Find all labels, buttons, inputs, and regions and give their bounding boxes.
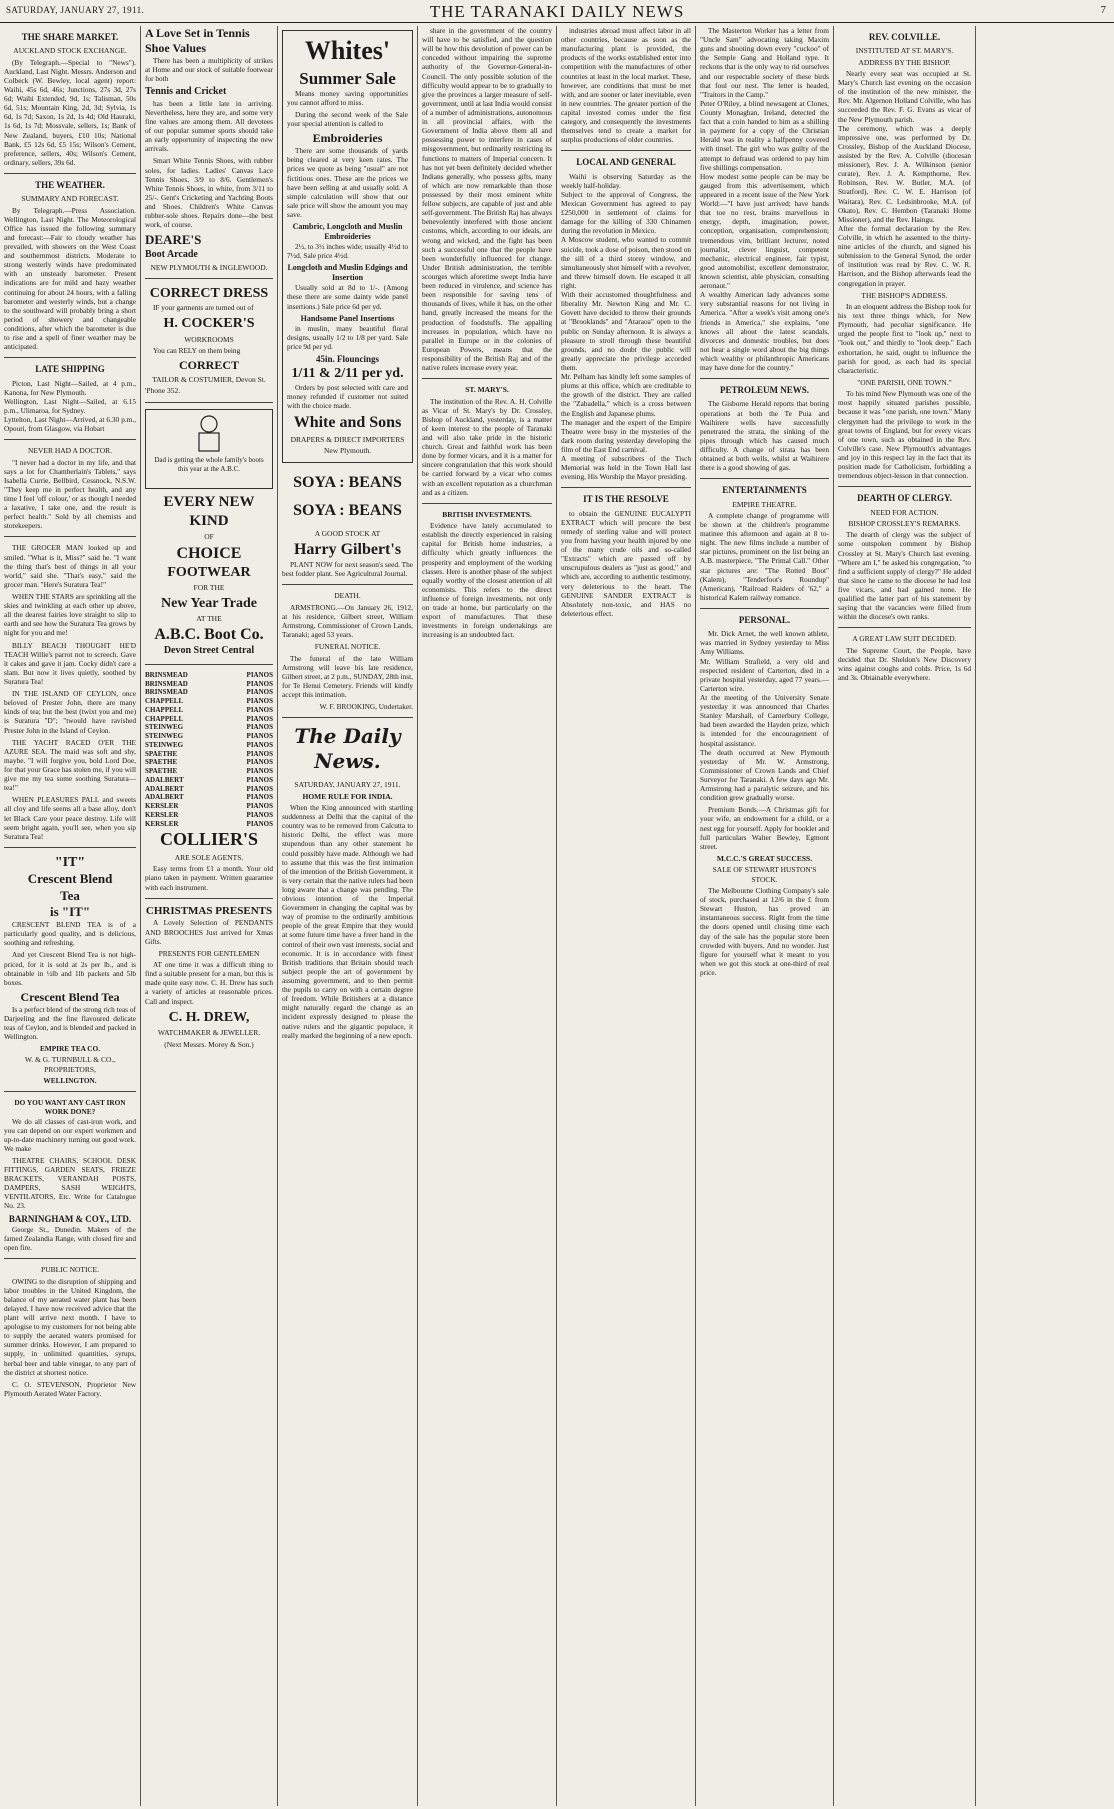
colville-text: Nearly every seat was occupied at St. Mary's Church last evening on the occasion of the institution of the new minister, the Rev. Mr. Algernon Holland Colville, who has succeeded the Rev. F. G. Evans as vicar of the New Plymouth parish. The ceremony, which was a deeply impressive one, was performed by Dr. Crossley, Bishop of the Auckland Diocese, assisted by the Rev. A. Colville (diocesan missioner), Rev. J. A. Wilkinson (senior curate), Rev. J. A. Kempthorne, Rev. Robinson, Rev. W. Butler, M.A. (of Stratford), Rev. C. W. E. Harrison (of Waitara), Rev. C. Ledsinbrooke, M.A. (of Okato), Rev. C. Hembon (Taranaki Home Missioner), and the Rev. Haingu. After the formal declaration by the Rev. Colville, in which he assented to the thirty-nine articles of the church, and signed his submission to the General Synod, the order of institution was read by Rev. C. W. R. Harrison, and the Bishop afterwards lead the congregation in prayer. bbox=[838, 69, 971, 288]
tennis-text: has been a little late in arriving. Nevertheless, here they are, and some very fine values are among them. All devotees of our popular summer sports should take an early opportunity of inspecting the new arrivals. bbox=[145, 98, 273, 154]
billy-ad: BILLY BEACH THOUGHT HE'D TEACH Willie's parrot not to screech. Gave it cakes and gave it jam. Cocky didn't care a slam. But now it lives quietly, soothed by Suratura Tea! bbox=[4, 640, 136, 686]
gents-text: AT one time it was a difficult thing to find a suitable present for a man, but this is made quite easy now. C. H. Drew has such a variety of articles at reasonable prices. Call and inspect. bbox=[145, 960, 273, 1006]
abc-street: Devon Street Central bbox=[163, 645, 255, 657]
at-the-word: AT THE bbox=[196, 614, 222, 624]
piano-row bbox=[145, 723, 273, 732]
cocker-name: H. COCKER'S bbox=[163, 316, 255, 332]
deare-city: NEW PLYMOUTH & INGLEWOOD. bbox=[150, 263, 268, 273]
piano-brand: STEINWEG bbox=[145, 723, 184, 732]
column-rule bbox=[140, 26, 141, 1806]
abc-illustration bbox=[145, 409, 273, 489]
column-rule bbox=[556, 26, 557, 1806]
cambric-title: Cambric, Longcloth and Muslin Embroideries bbox=[292, 222, 403, 242]
home-rule-text: When the King announced with startling suddenness at Delhi that the capital of the country was to be removed from Calcutta to historic Delhi, the effect was more stupendous than any other statement he could possibly have made. Although we had to assume that this was the first intimation of the intention of the British Government, it is very certain that the native rulers had been long aware that a change was pending. The obvious intention of the Imperial Government in changing the capital was by way of promise to the ordinarily ambitious people of the great Empire that they would at some future time have a freer hand in the control of their own vast interests, social and economic. It is in accordance with finest British traditions that Britain should teach subject people the art of government by assuming government, and to then permit the pupils to carry on with a certain degree of freedom. While Britishers at a distance might naturally regard the change as an incident expressly designed to please the native rulers and the gigantic populace, it really marked the beginning of a new epoch. bbox=[282, 802, 413, 1040]
correct-word: CORRECT bbox=[178, 358, 239, 373]
british-investments-heading: BRITISH INVESTMENTS. bbox=[442, 509, 532, 519]
empire-tea-title: EMPIRE TEA CO. bbox=[39, 1044, 101, 1054]
death-heading: DEATH. bbox=[334, 591, 361, 601]
orders-text: Orders by post selected with care and money refunded if customer not suited with the choice made. bbox=[287, 382, 408, 410]
flouncings-title: 45in. Flouncings bbox=[315, 353, 380, 364]
gilbert-name: Harry Gilbert's bbox=[293, 541, 402, 559]
white-sons-city: New Plymouth. bbox=[323, 446, 372, 456]
local-general-text: Waihi is observing Saturday as the weekly half-holiday. Subject to the approval of Congress, the Mexican Government has agreed to pay £250,000 in settlement of claims for damage for the killing of 330 Chinamen during the revolution in Mexico. A Moscow student, who wanted to commit suicide, took a dose of poison, then stood on the sill of a third storey window, and simultaneously shot himself with a revolver, and threw himself down. He escaped it all right. With their accustomed thoughtfulness and liberality Mr. Newton King and Mr. C. Govett have decided to throw their grounds at "Brooklands" and "Ataraoa" open to the public on Sunday afternoon. It is always a pleasure to stroll through these beautiful grounds, and no doubt the public will greatly appreciate the privilege accorded them. Mr. Pelham has kindly left some samples of plums at this office, which are creditable to the growth of the district. They are called the "Zabadella," which is a cross between the English and Japanese plums. The manager and the expert of the Empire Theatre were busy in the mysteries of the dark room during yesterday developing the film of the East End carnival. A meeting of subscribers of the Tisch Memorial was held in the Town Hall last evening, His Worship the Mayor presiding. bbox=[561, 171, 691, 482]
love-set-text: There has been a multiplicity of strikes at Home and our stock of suitable footwear for both bbox=[145, 56, 273, 84]
piano-row bbox=[145, 758, 273, 767]
column-5 bbox=[561, 26, 691, 1806]
column-rule bbox=[277, 26, 278, 1806]
local-general-heading: LOCAL AND GENERAL bbox=[576, 157, 676, 168]
piano-label: PIANOS bbox=[246, 749, 273, 758]
piano-row bbox=[145, 688, 273, 697]
piano-brand: KERSLER bbox=[145, 810, 179, 819]
piano-brand: BRINSMEAD bbox=[145, 670, 188, 679]
piano-brand: STEINWEG bbox=[145, 732, 184, 741]
drew-addr: (Next Messrs. Morey & Son.) bbox=[164, 1039, 254, 1049]
column-7 bbox=[838, 26, 971, 1806]
piano-brand: CHAPPELL bbox=[145, 697, 184, 706]
piano-label: PIANOS bbox=[246, 740, 273, 749]
whites-name: Whites' bbox=[304, 36, 391, 65]
shipping-heading: LATE SHIPPING bbox=[35, 364, 105, 375]
piano-brand: KERSLER bbox=[145, 819, 179, 828]
column-rule bbox=[417, 26, 418, 1806]
embroideries-text: There are some thousands of yards being cleared at very keen rates. The prices we quote as being "usual" are not fictitious ones. These are the prices we have been selling at and usually sold. A simple calculation will show that our sale price will show the amount you may save. bbox=[287, 146, 408, 219]
india-continued: share in the government of the country will have to be satisfied, and the question will be how this devolution of power can be conceded without impairing the supreme authority of the Governor-General-in-Council. The only possible solution of the difficulty would appear to be to gradually to give the provinces a larger measure of self-government, until at last India would consist of a number of administrations, autonomous in all provincial affairs, with the Government of India above them all and possessing power to interfere in cases of misgovernment, but ordinarily restricting its functions to matters of Imperial concern. It has not yet been definitely decided whether Indians generally, who possess gifts, many of which are now remarkable than those possessed by their most eminent white fellow subjects, are capable of just and able self-government. The British Raj has always benevolently interfered with those ancient customs, which, according to our ideals, are wrong and wicked, and the fight has been such a successful one that the people have been wonderfully influenced for change. Under British administration, the terrible scourges which aforetime swept India have been reduced in virulence, and science has been responsible for saving tens of thousands of lives, while it has, on the other hand, greatly increased the means for the production of foodstuffs. The appalling increases in population, which have no parallel in Europe or in the colonies of European Powers, means that the responsibility of the British Raj and of the native rulers increase every year. bbox=[422, 26, 552, 373]
xmas-text: A Lovely Selection of PENDANTS AND BROOCHES Just arrived for Xmas Gifts. bbox=[145, 918, 273, 946]
piano-label: PIANOS bbox=[246, 784, 273, 793]
correct-dress-text: IF your garments are turned out of bbox=[153, 302, 254, 312]
for-the-word: FOR THE bbox=[193, 583, 225, 593]
iron-list: THEATRE CHAIRS, SCHOOL DESK FITTINGS, GARDEN SEATS, FRIEZE BRACKETS, VERANDAH POSTS, DAMPERS, SASH WEIGHTS, VENTILATORS, Etc. Write for Catalogue No. 23. bbox=[4, 1155, 136, 1211]
piano-row bbox=[145, 793, 273, 802]
piano-brand: BRINSMEAD bbox=[145, 679, 188, 688]
barningham-title: BARNINGHAM & COY., LTD. bbox=[8, 1213, 132, 1224]
column-6 bbox=[700, 26, 829, 1806]
piano-row bbox=[145, 776, 273, 785]
phone-line: 'Phone 352. bbox=[145, 386, 181, 396]
piano-label: PIANOS bbox=[246, 802, 273, 811]
bishop-address-text: In an eloquent address the Bishop took for his text three things which, for New Plymouth, had peculiar significance. He urged the people first to "look up," next to "look out," and thirdly to "look deep." Each exhortation, he said, ought to influence the parish for good, as each had its special characteristic. bbox=[838, 302, 971, 375]
home-rule-heading: HOME RULE FOR INDIA. bbox=[302, 791, 393, 801]
crescent-box-text: Is a perfect blend of the strong rich teas of Darjeeling and the fine flavoured delicate teas of Ceylon, and is blended and packed in Wellington. bbox=[4, 1004, 136, 1042]
yacht-ad: THE YACHT RACED O'ER THE AZURE SEA. The maid was soft and shy, maybe. "I will forgive you, bold Lord Doe, for that your Grace has stolen me, if you will give me my tea some soothing Suratura—tea!" bbox=[4, 737, 136, 793]
collier-text: Easy terms from £1 a month. Your old piano taken in payment. Written guarantee with each instrument. bbox=[145, 864, 273, 892]
piano-row bbox=[145, 785, 273, 794]
stars-ad: WHEN THE STARS are sprinkling all the skies and twinkling at each other up above, all the dearest fairies love straight to slip to earth and see how the Suratura Tea grows by night for you and me! bbox=[4, 592, 136, 638]
entertainments-heading: ENTERTAINMENTS bbox=[722, 485, 807, 496]
piano-label: PIANOS bbox=[246, 819, 273, 828]
piano-label: PIANOS bbox=[246, 705, 273, 714]
embroideries-title: Embroideries bbox=[312, 131, 383, 146]
piano-label: PIANOS bbox=[246, 697, 273, 706]
crescent-tea: Tea bbox=[60, 887, 80, 903]
crescent-is: is "IT" bbox=[49, 903, 91, 919]
plant-text: PLANT NOW for next season's seed. The best fodder plant. See Agricultural Journal. bbox=[282, 560, 413, 579]
piano-row bbox=[145, 741, 273, 750]
piano-brand: ADALBERT bbox=[145, 784, 184, 793]
resolve-heading: IT IS THE RESOLVE bbox=[583, 494, 669, 505]
piano-brand: BRINSMEAD bbox=[145, 688, 188, 697]
piano-brand: ADALBERT bbox=[145, 793, 184, 802]
drew-name: C. H. DREW, bbox=[168, 1009, 250, 1025]
column-1 bbox=[4, 26, 136, 1806]
dearth-clergy-heading: DEARTH OF CLERGY. bbox=[857, 493, 952, 504]
good-stock: A GOOD STOCK AT bbox=[314, 528, 381, 538]
crescent-text: CRESCENT BLEND TEA is of a particularly good quality, and is delicious, soothing and refreshing. bbox=[4, 920, 136, 948]
investments-continued: industries abroad must affect labor in all other countries, because as soon as the manufacturing plant is provided, the products of the works established enter into competition with the manufactures of other countries at least in the local market. These, however, are conditions that must be met with, and are sooner or later inevitable, even in new countries. The greater portion of the capital invested comes under the first category, and consequently the investments themselves tend to create a market for surplus productions of older countries. bbox=[561, 26, 691, 145]
piano-row bbox=[145, 750, 273, 759]
death-text: ARMSTRONG.—On January 26, 1912, at his residence, Gilbert street, William Armstrong, Commissioner of Crown Lands, Taranaki; aged 53 years. bbox=[282, 602, 413, 640]
soya-beans-2: SOYA : BEANS bbox=[293, 501, 402, 519]
public-notice-signature: C. O. STEVENSON, Proprietor New Plymouth Aerated Water Factory. bbox=[4, 1379, 136, 1398]
doctor-heading: NEVER HAD A DOCTOR. bbox=[27, 446, 113, 456]
one-parish-heading: "ONE PARISH, ONE TOWN." bbox=[857, 377, 952, 387]
piano-list bbox=[145, 671, 273, 829]
piano-row bbox=[145, 671, 273, 680]
collier-sub: ARE SOLE AGENTS. bbox=[174, 852, 244, 862]
ceylon-ad: IN THE ISLAND OF CEYLON, once beloved of Prester John, there are many kinds of tea; but the best (twixt you and me) is Suratura "D"; "twould have ravished Prester John in the Island of Ceylon. bbox=[4, 689, 136, 735]
share-report: (By Telegraph.—Special to "News"). Auckland, Last Night. Messrs. Anderson and Colbeck (W. Bewley, local agent) report: Waihi, 45s 6d, 46s; Junctions, 27s 3d, 27s 6d; Waihi Extended, 9d, 1s; Talisman, 50s 6d, 51s; Mountain King, 2d, 3d; Sylvia, 1s 6d, 1s 7d; Saxon, 1s 2d, 1s 4d; Old Hauraki, 1s 6d, 1s 7d; Mossvale, sellers, 1s; Bank of New Zealand, buyers, £10 10s; National Bank, £5 12s 6d, £5 15s; Wilson's Cement, preference, sellers, 40s; Wilson's Cement, ordinary, sellers, 39s 6d. bbox=[4, 57, 136, 167]
st-marys-heading: ST. MARY'S. bbox=[465, 385, 509, 395]
crossley-heading: BISHOP CROSSLEY'S REMARKS. bbox=[848, 518, 961, 528]
piano-label: PIANOS bbox=[246, 793, 273, 802]
tennis-title: Tennis and Cricket bbox=[145, 86, 227, 98]
collier-name: COLLIER'S bbox=[159, 829, 259, 850]
public-notice-text: OWING to the disruption of shipping and labor troubles in the United Kingdom, the balance of my aerated water plant has been delayed. I have now received advice that the plant will arrive next month. I have to apologise to my customers for not being able to supply the aerated waters promised for summer drinks. However, I am prepared to supply, in unlimited quantities, syrups, herbal beer and table vinegar, to any part of the district at shortest notice. bbox=[4, 1276, 136, 1377]
column-2 bbox=[145, 26, 273, 1806]
piano-row bbox=[145, 680, 273, 689]
piano-row bbox=[145, 715, 273, 724]
whites-sale-ad bbox=[282, 30, 413, 463]
flouncings-price: 1/11 & 2/11 per yd. bbox=[291, 366, 404, 382]
piano-label: PIANOS bbox=[246, 714, 273, 723]
shipping-report: Picton, Last Night—Sailed, at 4 p.m., Kanona, for New Plymouth. Wellington, Last Night—Sailed, at 6.15 p.m., Ulimaroa, for Sydney. Lyttelton, Last Night—Arrived, at 6.30 p.m., Opouri, from Glasgow, via Hobart bbox=[4, 378, 136, 434]
piano-brand: KERSLER bbox=[145, 802, 179, 811]
piano-label: PIANOS bbox=[246, 670, 273, 679]
funeral-text: The funeral of the late William Armstrong will leave his late residence, Gilbert street, at 2 p.m., SUNDAY, 28th inst, for Te Henui Cemetery. Friends will kindly accept this intimation. bbox=[282, 653, 413, 699]
cambric-text: 2½, to 3½ inches wide; usually 4½d to 7½d. Sale price 4½d. bbox=[287, 242, 408, 261]
column-3 bbox=[282, 26, 413, 1806]
crescent-box-title: Crescent Blend Tea bbox=[20, 989, 120, 1004]
petroleum-heading: PETROLEUM NEWS. bbox=[719, 385, 809, 396]
personal-text: Mr. Dick Arnet, the well known athlete, was married in Sydney yesterday to Miss Amy Williams. Mr. William Strafield, a very old and respected resident of Carterton, died in a private hospital yesterday, aged 77 years.—Carterton wire. At the meeting of the University Senate yesterday it was announced that Charles Stanley Marshall, of Canterbury College, had been awarded the Hayden prize, which is intended for the encouragement of hospital assistance. The death occurred at New Plymouth yesterday of Mr. W. Armstrong, Commissioner of Crown Lands and Chief Surveyor for Taranaki. A few days ago Mr. Armstrong had a paralytic seizure, and his condition grew gradually worse. bbox=[700, 629, 829, 803]
resolve-text: to obtain the GENUINE EUCALYPTI EXTRACT which will procure the best remedy of sterling value and will protect you from having your health injured by one of the many crude oils and so-called "Extracts" which are passed off by unscrupulous dealers as "just as good," and which are, according to authentic testimony, very deleterious to the heart. The GENUINE SANDER EXTRACT is Absolutely non-toxic, and HAS no deleterious effect. bbox=[561, 508, 691, 618]
premium-bonds-text: Premium Bonds.—A Christmas gift for your wife, an endowment for a child, or a nest egg for yourself. Apply for booklet and full particulars Walter Bewley, Egmont street. bbox=[700, 805, 829, 851]
summer-sale: Summer Sale bbox=[299, 68, 396, 88]
barningham-sub: George St., Dunedin. Makers of the famed Zealandia Range, with closed fire and open fire. bbox=[4, 1224, 136, 1253]
longcloth-title: Longcloth and Muslin Edgings and Insertion bbox=[287, 263, 408, 283]
piano-row bbox=[145, 697, 273, 706]
one-parish-text: To his mind New Plymouth was one of the most happily situated parishes possible, because it was "one parish, one town." Many clergymen had the privilege to work in the great towns of England, but for every vicars of one town, such as obtained in the Rev. Colville's case. New Plymouth's advantages and joy in this respect lay in the fact that its position made for Catholicism, forbidding a tremendous object-lesson in that connection. bbox=[838, 389, 971, 481]
piano-label: PIANOS bbox=[246, 679, 273, 688]
issue-date: SATURDAY, JANUARY 27, 1911. bbox=[6, 5, 145, 15]
choice-word: CHOICE bbox=[176, 544, 242, 562]
correct-dress-title: CORRECT DRESS bbox=[149, 286, 269, 302]
empire-tea-sub: W. & G. TURNBULL & CO., PROPRIETORS, bbox=[24, 1055, 116, 1074]
new-year-trade: New Year Trade bbox=[161, 595, 257, 611]
mccs-text: The Melbourne Clothing Company's sale of stock, purchased at 12/6 in the £ from Stewart Huston, has proved an instantaneous success. Right from the time the doors opened until closing time each day of the sale has the popular store been crowded with buyers. And no wonder. Just figure for yourself what it meant to you when we got this stock at one-third of real price. bbox=[700, 886, 829, 977]
piano-brand: SPAETHE bbox=[145, 749, 178, 758]
deare-sub: Boot Arcade bbox=[145, 248, 198, 260]
abc-caption: Dad is getting the whole family's boots this year at the A.B.C. bbox=[154, 455, 264, 473]
summer-text: Means money saving opportunities you cannot afford to miss. bbox=[287, 88, 408, 107]
piano-label: PIANOS bbox=[246, 732, 273, 741]
cocker-sub: WORKROOMS bbox=[184, 334, 234, 344]
weather-subheading: SUMMARY AND FORECAST. bbox=[21, 194, 119, 204]
weather-heading: THE WEATHER. bbox=[35, 179, 105, 190]
love-set-title: A Love Set in Tennis Shoe Values bbox=[145, 26, 250, 55]
white-sons-name: White and Sons bbox=[293, 414, 402, 432]
law-suit-text: The Supreme Court, the People, have decided that Dr. Sheldon's New Discovery wins against coughs and colds. Price, 1s 6d and 3s. Obtainable everywhere. bbox=[838, 645, 971, 683]
piano-row bbox=[145, 767, 273, 776]
piano-label: PIANOS bbox=[246, 688, 273, 697]
crescent-it: "IT" bbox=[54, 854, 86, 870]
deare-title: DEARE'S bbox=[145, 232, 202, 248]
piano-label: PIANOS bbox=[246, 775, 273, 784]
piano-brand: CHAPPELL bbox=[145, 705, 184, 714]
grocer-ad: THE GROCER MAN looked up and smiled. "What is it, Miss?" said he. "I want the thing that's best of things in all your world," said she. "That's easy," said the grocer man. "Here's Suratura Tea!" bbox=[4, 543, 136, 589]
column-8-edge bbox=[980, 26, 1110, 1806]
piano-label: PIANOS bbox=[246, 758, 273, 767]
mccs-subheading: SALE OF STEWART HUSTON'S STOCK. bbox=[712, 865, 817, 884]
column-rule bbox=[695, 26, 696, 1806]
piano-label: PIANOS bbox=[246, 767, 273, 776]
crescent-name: Crescent Blend bbox=[27, 871, 113, 887]
column-rule bbox=[975, 26, 976, 1806]
piano-brand: STEINWEG bbox=[145, 740, 184, 749]
piano-row bbox=[145, 706, 273, 715]
xmas-title: CHRISTMAS PRESENTS bbox=[145, 904, 273, 917]
soya-beans-1: SOYA : BEANS bbox=[293, 473, 402, 491]
daily-news-date: SATURDAY, JANUARY 27, 1911. bbox=[294, 780, 401, 790]
handsome-title: Handsome Panel Insertions bbox=[300, 313, 395, 323]
law-suit-heading: A GREAT LAW SUIT DECIDED. bbox=[852, 634, 957, 644]
share-market-heading: THE SHARE MARKET. bbox=[21, 32, 119, 42]
child-figure-icon bbox=[189, 414, 229, 454]
colville-heading: REV. COLVILLE. bbox=[868, 32, 941, 42]
petroleum-text: The Gisborne Herald reports that boring operations at both the Te Puia and Waihirere wells have successfully penetrated the strata, the sinking of the pipes through which has caused much difficulty. A change of strata has been obtained at both wells, whilst at Waihirere there is a good showing of gas. bbox=[700, 399, 829, 473]
piano-brand: SPAETHE bbox=[145, 767, 178, 776]
column-4 bbox=[422, 26, 552, 1806]
of-word: OF bbox=[204, 532, 214, 542]
piano-label: PIANOS bbox=[246, 810, 273, 819]
misc-news: The Masterton Worker has a letter from "Uncle Sam" advocating taking Maxim guns and shooting down every "cuckoo" of the Semple Gang and Holland type. It reckons that is the only way to rid ourselves and our respectable society of these birds that foul our nest. The letter is headed, "Traitors in the Camp." Peter O'Riley, a blind newsagent at Clones, County Monaghan, Ireland, detected the fact that a coin handed to him as a shilling in payment for a copy of the Christian Herald was in reality a halfpenny covered with tinsel. The girl who was guilty of the attempt to defraud was ordered to pay him five shillings compensation. How modest some people can be may be gauged from this advertisement, which appeared in a recent issue of the New York World:—"I have just arrived; have hands that toe no rest, brains marvellous in energy, depth, imagination, power, conception, organisation, comprehension; tremendous vim, brilliant lecturer, noted journalist, clever linguist, competent mechanic, electrical engineer, fair typist, good automobilist, excellent demonstrator, known scientist, able physician, consulting aeronaut." A wealthy American lady advances some very substantial reasons for not living in America. "After a week's visit among one's friends in America," she explains, "one knows all about the latest scandals, divorces and domestic troubles, but does not hear a single word about the big things which wealthy or philanthropic Americans may have done for the country." bbox=[700, 26, 829, 373]
crescent-text2: And yet Crescent Blend Tea is not high-priced, for it is sold at 2s per lb., and is obtainable in ½lb and 1lb packets and 5lb boxes. bbox=[4, 950, 136, 987]
piano-brand: CHAPPELL bbox=[145, 714, 184, 723]
funeral-heading: FUNERAL NOTICE. bbox=[314, 642, 381, 652]
personal-heading: PERSONAL. bbox=[738, 615, 791, 625]
longcloth-text: Usually sold at 8d to 1/-. (Among these there are some dainty wide panel insertions.) Sale price 6d per yd. bbox=[287, 283, 408, 311]
mccs-heading: M.C.C.'S GREAT SUCCESS. bbox=[716, 853, 813, 863]
abc-boot-name: A.B.C. Boot Co. bbox=[154, 626, 264, 644]
summer-text2: During the second week of the Sale your special attention is called to bbox=[287, 109, 408, 129]
page-number: 7 bbox=[1100, 4, 1106, 16]
piano-brand: SPAETHE bbox=[145, 758, 178, 767]
daily-news-logo: The Daily News. bbox=[294, 724, 401, 774]
colville-subheading: INSTITUTED AT ST. MARY'S. bbox=[855, 46, 954, 56]
piano-row bbox=[145, 732, 273, 741]
pleasures-ad: WHEN PLEASURES PALL and sweets all cloy and life seems all a base alloy, don't let Black Care your peace destroy. Life will seem bright again, you'll see, when you sip Suratura Tea! bbox=[4, 795, 136, 841]
british-investments-text: Evidence have lately accumulated to establish the directly experienced in raising capital for British home industries, a difficulty which greatly influences the prosperity and employment of the working classes. Here is another phase of the subject equally worthy of the closest attention of all economists. This refers to the direct influence of foreign investments, not only on trade at home, but particularly on the export of manufactures. That these investments in foreign undertakings are increasing is an undoubted fact. bbox=[422, 521, 552, 640]
gents-title: PRESENTS FOR GENTLEMEN bbox=[158, 948, 260, 958]
piano-brand: ADALBERT bbox=[145, 775, 184, 784]
piano-row bbox=[145, 811, 273, 820]
iron-title: DO YOU WANT ANY CAST IRON WORK DONE? bbox=[14, 1098, 126, 1117]
st-marys-text: The institution of the Rev. A. H. Colville as Vicar of St. Mary's by Dr. Crossley, Bishop of Auckland, yesterday, is a matter of keen interest to the people of Taranaki and will also take pride in the historic church. Great and faithful work has been done by former vicars, and it is a matter for sincere congratulation that this work should be carried forward by a vicar who comes with an excellent reputation as a churchman and as a citizen. bbox=[422, 396, 552, 497]
footwear-word: FOOTWEAR bbox=[167, 564, 251, 580]
doctor-ad: "I never had a doctor in my life, and that says a lot for Chamberlain's Tablets," says Isabella Currie, Bellbird, Cessnock, N.S.W. "They keep me in perfect health, and any time I feel 'off colour,' or as though I needed a laxative, I take one, and the result is perfect health." Sold by all chemists and storekeepers. bbox=[4, 457, 136, 531]
newspaper-title: THE TARANAKI DAILY NEWS bbox=[429, 2, 685, 21]
empire-tea-city: WELLINGTON. bbox=[43, 1076, 97, 1086]
crossley-text: The dearth of clergy was the subject of some outspoken comment by Bishop Crossley at St. Mary's Church last evening. "Where am I," he asked his congregation, "to find a sufficient supply of clergy?" He added that since he came to the diocese he had lost five vicars, and had gained none. He qualified the latter part of his statement by saying that the vacancies were filled from within the diocese's own ranks. bbox=[838, 530, 971, 622]
tailor-line: TAILOR & COSTUMIER, Devon St. bbox=[152, 375, 266, 385]
colville-subheading-2: ADDRESS BY THE BISHOP. bbox=[858, 57, 951, 67]
stock-exchange-subheading: AUCKLAND STOCK EXCHANGE. bbox=[13, 46, 127, 56]
public-notice-heading: PUBLIC NOTICE. bbox=[41, 1265, 99, 1275]
column-rule bbox=[833, 26, 834, 1806]
handsome-text: in muslin, many beautiful floral designs, usually 1/2 to 1/8 per yard. Sale price 9d per yd. bbox=[287, 323, 408, 351]
empire-theatre-heading: EMPIRE THEATRE. bbox=[732, 499, 797, 509]
drew-sub: WATCHMAKER & JEWELLER. bbox=[157, 1028, 261, 1038]
piano-label: PIANOS bbox=[246, 723, 273, 732]
tennis-list: Smart White Tennis Shoes, with rubber soles, for ladies. Ladies' Canvas Lace Tennis Shoes, 3/9 to 8/6. Gentlemen's White Tennis Shoes, in white, from 3/11 to 25/-. Gent's Cricketing and Yachting Boots and Shoes. Children's White Canvas rubber-sole shoes. Repairs done—the best work, of course. bbox=[145, 156, 273, 230]
need-action-heading: NEED FOR ACTION. bbox=[870, 507, 939, 517]
cocker-text: You can RELY on them being bbox=[153, 345, 241, 355]
bishop-address-heading: THE BISHOP'S ADDRESS. bbox=[861, 290, 948, 300]
piano-row bbox=[145, 820, 273, 829]
white-sons-sub: DRAPERS & DIRECT IMPORTERS bbox=[290, 435, 405, 445]
every-new-kind: EVERY NEW KIND bbox=[163, 493, 255, 529]
masthead bbox=[0, 0, 1114, 23]
iron-text: We do all classes of cast-iron work, and you can depend on our expert workmen and up-to-date machinery turning out good work. We make bbox=[4, 1116, 136, 1153]
weather-report: By Telegraph.—Press Association. Wellington, Last Night. The Meteorological Office has issued the following summary and forecast:—Fair to cloudy weather has prevailed, with showers on the West Coast and southernmost districts. Moderate to strong westerly winds have predominated with an unsteady barometer. Present indications are for mild and hazy weather continuing for about 24 hours, with a falling barometer and westerly winds, but a change to the southward will probably bring a short period of showery and changeable conditions, after which the barometer is due to rise and a spell of finer weather may be anticipated. bbox=[4, 205, 136, 352]
funeral-sign: W. F. BROOKING, Undertaker. bbox=[319, 702, 413, 712]
piano-row bbox=[145, 802, 273, 811]
empire-theatre-text: A complete change of programme will be shown at the children's programme matinee this afternoon and again at 8 to-night. The new films include a number of star pictures, prominent on the list being an A.B. masterpiece, "The Primal Call." Other star pictures are: "The Rotted Boot" (Kalem), "Tenderfoot's Roundup" (American), "Railroad Raiders of '62," a historical Kalem railway romance. bbox=[700, 510, 829, 602]
